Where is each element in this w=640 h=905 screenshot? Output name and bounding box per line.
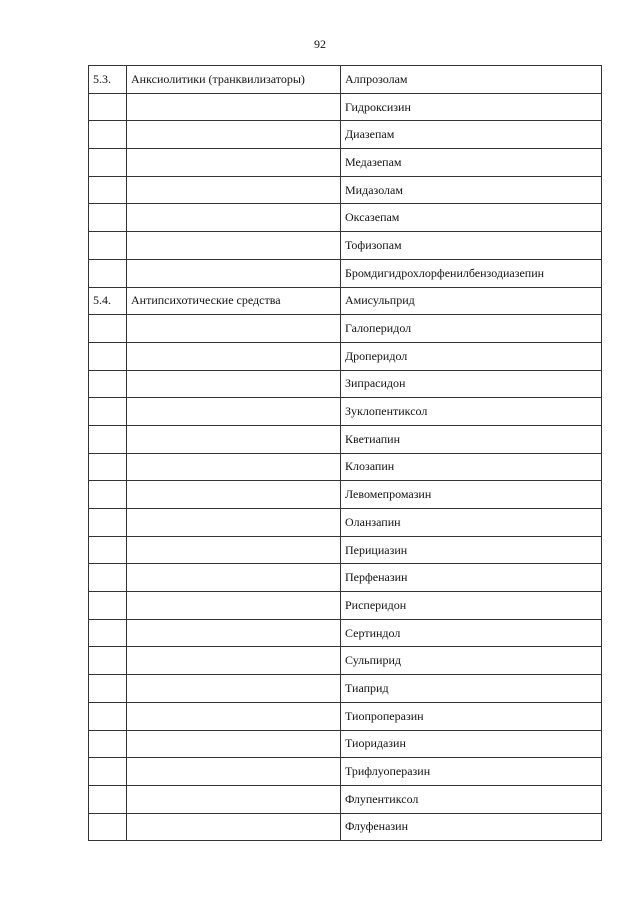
drug-name-cell: Зуклопентиксол	[341, 398, 602, 426]
drug-name-cell: Медазепам	[341, 149, 602, 177]
table-row	[89, 425, 602, 453]
table-row	[89, 675, 602, 703]
table-row	[89, 509, 602, 537]
drug-name-cell: Перициазин	[341, 536, 602, 564]
drug-name-cell: Амисульприд	[341, 287, 602, 315]
drug-name-cell: Сульпирид	[341, 647, 602, 675]
section-number-cell	[89, 121, 127, 149]
table-row	[89, 481, 602, 509]
table-row	[89, 702, 602, 730]
section-number-cell	[89, 730, 127, 758]
drug-group-cell	[127, 176, 341, 204]
section-number-cell	[89, 536, 127, 564]
drug-name-cell: Рисперидон	[341, 592, 602, 620]
section-number-cell	[89, 176, 127, 204]
drug-name-cell: Перфеназин	[341, 564, 602, 592]
table-row	[89, 592, 602, 620]
section-number-cell	[89, 453, 127, 481]
section-number-cell	[89, 619, 127, 647]
table-row	[89, 453, 602, 481]
section-number-cell	[89, 149, 127, 177]
drug-name-cell: Флупентиксол	[341, 785, 602, 813]
drug-group-cell	[127, 425, 341, 453]
drug-group-cell	[127, 675, 341, 703]
drug-name-cell: Тиоридазин	[341, 730, 602, 758]
drug-name-cell: Тиаприд	[341, 675, 602, 703]
drug-name-cell: Тиопроперазин	[341, 702, 602, 730]
section-number-cell	[89, 93, 127, 121]
drug-group-cell	[127, 536, 341, 564]
drug-group-cell	[127, 785, 341, 813]
drug-group-cell	[127, 564, 341, 592]
drug-group-cell	[127, 619, 341, 647]
drug-name-cell: Кветиапин	[341, 425, 602, 453]
table-body	[89, 66, 602, 841]
section-number-cell	[89, 564, 127, 592]
drug-group-cell	[127, 647, 341, 675]
table-row	[89, 813, 602, 841]
table-row	[89, 66, 602, 94]
drug-name-cell: Мидазолам	[341, 176, 602, 204]
table-row	[89, 232, 602, 260]
drug-name-cell: Алпрозолам	[341, 66, 602, 94]
section-number-cell	[89, 259, 127, 287]
table-row	[89, 287, 602, 315]
table-row	[89, 176, 602, 204]
drug-group-cell: Анксиолитики (транквилизаторы)	[127, 66, 341, 94]
drug-group-cell	[127, 121, 341, 149]
drug-group-cell	[127, 453, 341, 481]
section-number-cell	[89, 370, 127, 398]
drug-group-cell	[127, 342, 341, 370]
drug-table	[88, 65, 602, 841]
table-row	[89, 398, 602, 426]
table-row	[89, 204, 602, 232]
section-number-cell	[89, 509, 127, 537]
drug-group-cell	[127, 398, 341, 426]
section-number-cell	[89, 232, 127, 260]
drug-group-cell	[127, 592, 341, 620]
drug-group-cell	[127, 149, 341, 177]
table-row	[89, 647, 602, 675]
drug-name-cell: Зипрасидон	[341, 370, 602, 398]
section-number-cell	[89, 785, 127, 813]
section-number-cell	[89, 813, 127, 841]
table-row	[89, 785, 602, 813]
table-row	[89, 758, 602, 786]
table-row	[89, 259, 602, 287]
table-row	[89, 149, 602, 177]
drug-group-cell	[127, 509, 341, 537]
drug-group-cell	[127, 370, 341, 398]
drug-group-cell	[127, 259, 341, 287]
section-number-cell	[89, 647, 127, 675]
drug-name-cell: Диазепам	[341, 121, 602, 149]
section-number-cell	[89, 758, 127, 786]
section-number-cell	[89, 592, 127, 620]
section-number-cell	[89, 398, 127, 426]
table-row	[89, 564, 602, 592]
drug-name-cell: Оксазепам	[341, 204, 602, 232]
drug-group-cell	[127, 702, 341, 730]
drug-group-cell	[127, 481, 341, 509]
table-row	[89, 315, 602, 343]
section-number-cell	[89, 702, 127, 730]
drug-name-cell: Левомепромазин	[341, 481, 602, 509]
drug-name-cell: Тофизопам	[341, 232, 602, 260]
drug-group-cell	[127, 204, 341, 232]
table-row	[89, 619, 602, 647]
page-number: 92	[314, 37, 326, 51]
drug-group-cell	[127, 758, 341, 786]
section-number-cell	[89, 342, 127, 370]
drug-name-cell: Дроперидол	[341, 342, 602, 370]
drug-name-cell: Гидроксизин	[341, 93, 602, 121]
table-row	[89, 342, 602, 370]
drug-name-cell: Оланзапин	[341, 509, 602, 537]
table-row	[89, 93, 602, 121]
drug-group-cell	[127, 813, 341, 841]
drug-name-cell: Бромдигидрохлорфенилбензодиазепин	[341, 259, 602, 287]
drug-group-cell	[127, 730, 341, 758]
section-number-cell	[89, 315, 127, 343]
section-number-cell: 5.4.	[89, 287, 127, 315]
section-number-cell: 5.3.	[89, 66, 127, 94]
drug-name-cell: Сертиндол	[341, 619, 602, 647]
drug-name-cell: Галоперидол	[341, 315, 602, 343]
section-number-cell	[89, 425, 127, 453]
drug-name-cell: Флуфеназин	[341, 813, 602, 841]
drug-name-cell: Клозапин	[341, 453, 602, 481]
table-row	[89, 730, 602, 758]
table-row	[89, 536, 602, 564]
section-number-cell	[89, 204, 127, 232]
drug-name-cell: Трифлуоперазин	[341, 758, 602, 786]
drug-group-cell	[127, 93, 341, 121]
section-number-cell	[89, 481, 127, 509]
drug-group-cell	[127, 315, 341, 343]
drug-group-cell	[127, 232, 341, 260]
table-row	[89, 370, 602, 398]
table-row	[89, 121, 602, 149]
drug-group-cell: Антипсихотические средства	[127, 287, 341, 315]
section-number-cell	[89, 675, 127, 703]
